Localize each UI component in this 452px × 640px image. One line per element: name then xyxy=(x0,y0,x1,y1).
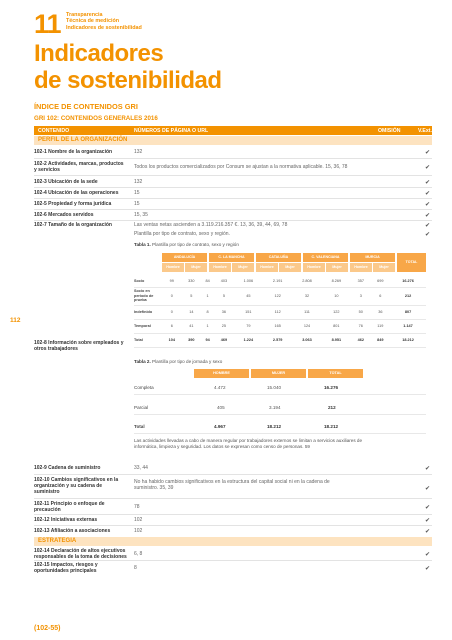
cell: 84 xyxy=(201,276,214,287)
cell: 124 xyxy=(292,319,321,333)
table2-caption-text: Plantilla por tipo de jornada y sexo xyxy=(152,359,223,364)
cell-total: 212 xyxy=(390,287,426,305)
page-title-line: de sostenibilidad xyxy=(34,67,222,94)
cell: 122 xyxy=(263,287,292,305)
table-row xyxy=(34,561,432,575)
table1-body xyxy=(134,276,426,348)
table-header xyxy=(34,126,432,135)
cell: 1 xyxy=(201,319,214,333)
cell: 99 xyxy=(162,276,182,287)
table2-caption-number: Tabla 2. xyxy=(134,359,151,364)
row-label-102-8: 102-8 Información sobre empleados y otros trabajadores xyxy=(34,340,124,353)
table-row xyxy=(134,287,426,305)
cell: 14 xyxy=(182,305,202,319)
cell: 50 xyxy=(351,305,371,319)
row-label: 102-15 Impactos, riesgos y oportunidades principales xyxy=(34,562,98,575)
cell: 2.191 xyxy=(263,276,292,287)
row-label: Socio en periodo de prueba xyxy=(134,287,162,305)
check-icon: ✔ xyxy=(424,552,430,558)
table-row xyxy=(134,419,426,434)
cell-total: 1.147 xyxy=(390,319,426,333)
row-label: 102-2 Actividades, marcas, productos y servicios xyxy=(34,161,124,174)
table-row xyxy=(134,333,426,347)
header-contenido: CONTENIDO xyxy=(38,128,70,134)
section-bar-perfil: PERFIL DE LA ORGANIZACIÓN xyxy=(34,136,432,145)
cell: 36 xyxy=(371,305,391,319)
row-label: 102-11 Principio o enfoque de precaución xyxy=(34,501,105,514)
cell: 45 xyxy=(234,287,263,305)
check-icon: ✔ xyxy=(424,150,430,156)
row-value: 78 xyxy=(134,504,140,510)
cell: 6 xyxy=(371,287,391,305)
row-label: Indefinido xyxy=(134,305,162,319)
cell: 4.472 xyxy=(214,385,226,390)
table-row xyxy=(34,499,432,515)
chapter-line: Indicadores de sostenibilidad xyxy=(66,24,142,31)
header-verif: V.Ext. xyxy=(418,128,432,134)
section-heading: ÍNDICE DE CONTENIDOS GRI xyxy=(34,102,138,111)
cell: 8.269 xyxy=(322,276,351,287)
cell: 5 xyxy=(214,287,234,305)
table-row xyxy=(34,547,432,561)
col-header: TOTAL xyxy=(308,369,363,378)
cell: 0 xyxy=(162,287,182,305)
cell: 0 xyxy=(162,305,182,319)
check-icon: ✔ xyxy=(424,505,430,511)
cell: 801 xyxy=(322,319,351,333)
header-numeros: NÚMEROS DE PÁGINA O URL xyxy=(134,128,209,134)
sex-header: Hombre xyxy=(256,263,278,272)
cell: 3.063 xyxy=(292,333,321,347)
table-row xyxy=(34,159,432,176)
cell: 104 xyxy=(162,333,182,347)
cell: 849 xyxy=(371,333,391,347)
subsection-heading: GRI 102: CONTENIDOS GENERALES 2016 xyxy=(34,115,158,122)
cell: 469 xyxy=(214,333,234,347)
cell: 32 xyxy=(292,287,321,305)
row-label: Parcial xyxy=(134,405,149,410)
row-value: No ha habido cambios significativos en la estructura del capital social ni en la cadena de suministro. 35, 39 xyxy=(134,479,330,492)
check-icon: ✔ xyxy=(424,232,430,238)
cell: 462 xyxy=(351,333,371,347)
section-bar-estrategia: ESTRATEGIA xyxy=(34,537,432,546)
table-row xyxy=(134,319,426,333)
cell-total: 18.212 xyxy=(390,333,426,347)
row-label: 102-4 Ubicación de las operaciones xyxy=(34,190,119,196)
cell: 2.579 xyxy=(263,333,292,347)
page-range: (102-55) xyxy=(34,625,61,632)
table-row xyxy=(34,231,432,239)
table-row xyxy=(34,515,432,526)
cell: 94 xyxy=(201,333,214,347)
table2-caption xyxy=(134,359,222,364)
row-value: 102 xyxy=(134,528,143,534)
row-value: 6, 8 xyxy=(134,551,143,557)
table1-caption-text: Plantilla por tipo de contrato, sexo y región xyxy=(152,242,239,247)
row-value: 8 xyxy=(134,565,137,571)
table-row xyxy=(34,475,432,499)
check-icon: ✔ xyxy=(424,213,430,219)
row-value: 132 xyxy=(134,149,143,155)
page-title xyxy=(34,40,222,94)
sex-header: Hombre xyxy=(350,263,372,272)
cell: 699 xyxy=(371,276,391,287)
check-icon: ✔ xyxy=(424,180,430,186)
page-number: 112 xyxy=(10,317,21,324)
row-value: 15, 35 xyxy=(134,212,148,218)
row-label: 102-1 Nombre de la organización xyxy=(34,149,113,155)
cell: 330 xyxy=(182,276,202,287)
row-value: 102 xyxy=(134,517,143,523)
cell: 403 xyxy=(214,276,234,287)
table-row xyxy=(134,305,426,319)
check-icon: ✔ xyxy=(424,518,430,524)
cell: 122 xyxy=(322,305,351,319)
row-value: Todos los productos comercializados por Consum se ajustan a la normativa aplicable. 15, 36, 78 xyxy=(134,164,348,170)
total-header: TOTAL xyxy=(397,253,426,272)
sex-header: Hombre xyxy=(209,263,231,272)
row-value: 132 xyxy=(134,179,143,185)
table-row xyxy=(134,380,426,395)
row-value: Plantilla por tipo de contrato, sexo y región. xyxy=(134,231,230,237)
table-row xyxy=(34,199,432,210)
table-row xyxy=(34,177,432,188)
cell: 357 xyxy=(351,276,371,287)
row-label: 102-6 Mercados servidos xyxy=(34,212,94,218)
table-row xyxy=(34,188,432,199)
check-icon: ✔ xyxy=(424,529,430,535)
check-icon: ✔ xyxy=(424,165,430,171)
table1-caption-number: Tabla 1. xyxy=(134,242,151,247)
chapter-line: Técnica de medición xyxy=(66,18,120,25)
table-row xyxy=(34,463,432,475)
cell: 79 xyxy=(234,319,263,333)
cell: 5 xyxy=(182,287,202,305)
table-row xyxy=(134,276,426,287)
check-icon: ✔ xyxy=(424,202,430,208)
cell-total: 16.276 xyxy=(390,276,426,287)
cell: 6 xyxy=(162,319,182,333)
table-row xyxy=(34,526,432,537)
row-label: 102-5 Propiedad y forma jurídica xyxy=(34,201,112,207)
cell: 119 xyxy=(371,319,391,333)
cell: 10 xyxy=(322,287,351,305)
sex-header: Mujer xyxy=(232,263,254,272)
cell-total: 212 xyxy=(328,405,336,410)
row-value: 33, 44 xyxy=(134,465,148,471)
row-value: Las ventas netas ascienden a 3.119.216.357 €. 13, 36, 39, 44, 69, 78 xyxy=(134,222,288,228)
sex-header: Mujer xyxy=(185,263,207,272)
cell: 3.194 xyxy=(269,405,281,410)
row-label: 102-9 Cadena de suministro xyxy=(34,465,101,471)
chapter-breadcrumb xyxy=(66,12,142,31)
table-row xyxy=(34,221,432,231)
col-header: MUJER xyxy=(251,369,306,378)
sex-header: Mujer xyxy=(373,263,395,272)
cell: 4.967 xyxy=(214,424,226,429)
cell: 76 xyxy=(351,319,371,333)
table1-caption xyxy=(134,242,239,247)
row-label: 102-12 Iniciativas externas xyxy=(34,517,98,523)
cell: 165 xyxy=(263,319,292,333)
col-header: HOMBRE xyxy=(194,369,249,378)
region-header: CATALUÑA xyxy=(256,253,301,262)
row-label: 102-14 Declaración de altos ejecutivos responsables de la toma de decisiones xyxy=(34,548,127,561)
cell: 41 xyxy=(182,319,202,333)
page-title-line: Indicadores xyxy=(34,40,164,67)
cell: 405 xyxy=(217,405,225,410)
cell: 1.224 xyxy=(234,333,263,347)
table-row xyxy=(34,147,432,159)
check-icon: ✔ xyxy=(424,191,430,197)
row-label: 102-10 Cambios significativos en la organización y su cadena de suministro xyxy=(34,477,119,496)
cell: 36 xyxy=(214,305,234,319)
chapter-line: Transparencia xyxy=(66,12,103,18)
region-header: C. LA MANCHA xyxy=(209,253,254,262)
row-label: 102-7 Tamaño de la organización xyxy=(34,222,112,228)
check-icon: ✔ xyxy=(424,486,430,492)
cell: 15.040 xyxy=(267,385,282,390)
region-header: MURCIA xyxy=(350,253,395,262)
region-header: ANDALUCÍA xyxy=(162,253,207,262)
sex-header: Mujer xyxy=(326,263,348,272)
cell: 25 xyxy=(214,319,234,333)
cell: 1 xyxy=(201,287,214,305)
cell-total: 807 xyxy=(390,305,426,319)
sex-header: Mujer xyxy=(279,263,301,272)
cell: 2.808 xyxy=(292,276,321,287)
row-label: Total xyxy=(134,333,162,347)
cell: 8.951 xyxy=(322,333,351,347)
row-label: Completa xyxy=(134,385,154,390)
row-label: Temporal xyxy=(134,319,162,333)
table-row xyxy=(34,210,432,221)
table2-header xyxy=(134,369,426,378)
sex-header: Hombre xyxy=(303,263,325,272)
check-icon: ✔ xyxy=(424,466,430,472)
row-value: 15 xyxy=(134,190,140,196)
row-value: 15 xyxy=(134,201,140,207)
cell: 18.212 xyxy=(267,424,282,429)
cell: 111 xyxy=(292,305,321,319)
cell-total: 16.276 xyxy=(324,385,339,390)
chapter-number: 11 xyxy=(34,9,61,39)
header-omision: OMISIÓN xyxy=(378,128,401,134)
cell: 151 xyxy=(234,305,263,319)
sex-header: Hombre xyxy=(162,263,184,272)
cell: 8 xyxy=(201,305,214,319)
table-row xyxy=(134,400,426,415)
cell: 3 xyxy=(351,287,371,305)
region-header: C. VALENCIANA xyxy=(303,253,348,262)
cell: 1.006 xyxy=(234,276,263,287)
row-label: 102-3 Ubicación de la sede xyxy=(34,179,98,185)
cell: 112 xyxy=(263,305,292,319)
cell: 390 xyxy=(182,333,202,347)
check-icon: ✔ xyxy=(424,566,430,572)
paragraph-102-8: Las actividades llevadas a cabo de manera regular por trabajadores externos se limitan a servicios auxiliares de informática, limpieza y seguridad. Los datos se expresan como censo de personas. 59 xyxy=(134,438,363,449)
check-icon: ✔ xyxy=(424,223,430,229)
cell-total: 18.212 xyxy=(324,424,339,429)
row-label: 102-13 Afiliación a asociaciones xyxy=(34,528,111,534)
row-label: Socio xyxy=(134,276,162,287)
row-label: Total xyxy=(134,424,145,429)
